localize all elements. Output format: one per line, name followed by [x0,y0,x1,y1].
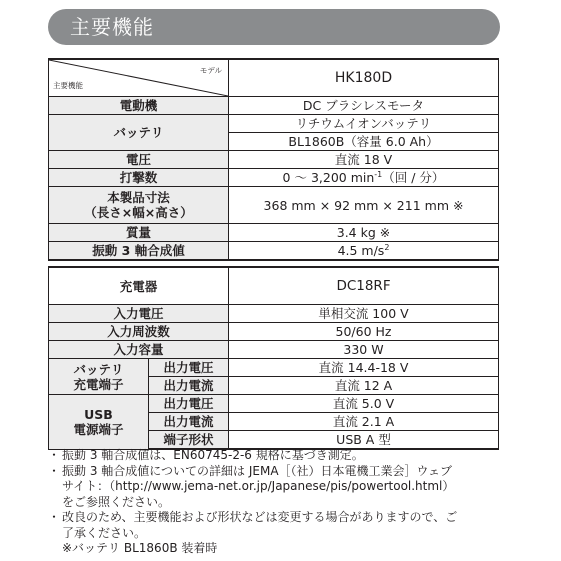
battery-terminal-label: バッテリ [73,361,124,377]
input-capacity-value: 330 W [229,341,499,359]
notes [48,448,528,557]
usb-terminal-shape-label: 端子形状 [149,431,229,450]
vibration-label: 振動 3 軸合成値 [49,242,229,261]
battery-terminal-label-cell [49,359,149,395]
impact-unit: （回 / 分） [382,170,445,185]
spec-table [48,58,499,261]
usb-terminal-label-cell [49,395,149,450]
motor-value: DC ブラシレスモータ [229,97,499,115]
header-diagonal-cell [49,59,229,97]
impact-label: 打撃数 [49,169,229,187]
usb-output-current-value: 直流 2.1 A [229,413,499,431]
table-row [49,267,499,305]
note-item [48,510,528,526]
usb-output-voltage-label: 出力電圧 [149,395,229,413]
bt-output-voltage-label: 出力電圧 [149,359,229,377]
usb-label: USB [84,406,113,422]
bullet: ・ [48,448,61,462]
voltage-label: 電圧 [49,151,229,169]
motor-label: 電動機 [49,97,229,115]
table-row [49,169,499,187]
table-row [49,115,499,133]
table-row [49,224,499,242]
usb-output-voltage-value: 直流 5.0 V [229,395,499,413]
table-row [49,305,499,323]
dims-label-cell [49,187,229,224]
charger-table [48,266,499,450]
mass-value: 3.4 kg ※ [229,224,499,242]
mass-label: 質量 [49,224,229,242]
bt-output-voltage-value: 直流 14.4-18 V [229,359,499,377]
vibration-value-cell [229,242,499,261]
bt-output-current-label: 出力電流 [149,377,229,395]
note-text: 振動 3 軸合成値は、EN60745-2-6 規格に基づき測定。 [62,448,364,462]
note-text-continued: サイト：（http://www.jema-net.or.jp/Japanese/pis/powertool.html） [62,479,455,493]
vibration-superscript: 2 [384,242,390,252]
table-row [49,395,499,413]
table-row [49,341,499,359]
usb-output-current-label: 出力電流 [149,413,229,431]
table-row [49,151,499,169]
battery-footnote: ※バッテリ BL1860B 装着時 [62,541,218,555]
impact-value: 0 ～ 3,200 min [282,170,375,185]
dims-value: 368 mm × 92 mm × 211 mm ※ [229,187,499,224]
section-title-bar [48,9,500,45]
input-voltage-value: 単相交流 100 V [229,305,499,323]
note-item [48,448,528,464]
model-corner-label: モデル [199,66,222,75]
battery-value-model: BL1860B（容量 6.0 Ah） [229,133,499,151]
usb-terminal-shape-value: USB A 型 [229,431,499,450]
battery-label: バッテリ [49,115,229,151]
table-row [49,59,499,97]
table-row [49,323,499,341]
table-row [49,359,499,377]
note-text-continued: 了承ください。 [62,525,147,540]
usb-label-sub: 電源端子 [73,421,124,437]
note-text-continued: をご参照ください。 [62,494,171,509]
note-text: 改良のため、主要機能および形状などは変更する場合がありますので、ご [62,510,458,524]
table-row [49,97,499,115]
bullet: ・ [48,510,61,524]
table-row [49,187,499,224]
input-frequency-label: 入力周波数 [49,323,229,341]
bt-output-current-value: 直流 12 A [229,377,499,395]
impact-value-cell [229,169,499,187]
note-text: 振動 3 軸合成値についての詳細は JEMA［（社）日本電機工業会］ウェブ [62,463,453,478]
charger-model: DC18RF [229,267,499,305]
battery-terminal-label-sub: 充電端子 [73,376,124,392]
input-capacity-label: 入力容量 [49,341,229,359]
model-name: HK180D [229,59,499,97]
dims-label: 本製品寸法 [107,190,170,205]
bullet: ・ [48,463,61,478]
dims-label-sub: （長さ×幅×高さ） [84,205,193,220]
input-frequency-value: 50/60 Hz [229,323,499,341]
feature-corner-label: 主要機能 [53,81,83,90]
impact-superscript: -1 [374,169,383,179]
table-row [49,242,499,261]
voltage-value: 直流 18 V [229,151,499,169]
vibration-value: 4.5 m/s [337,243,385,258]
charger-label: 充電器 [49,267,229,305]
input-voltage-label: 入力電圧 [49,305,229,323]
section-title: 主要機能 [70,15,154,39]
battery-value-type: リチウムイオンバッテリ [229,115,499,133]
note-item [48,464,528,480]
